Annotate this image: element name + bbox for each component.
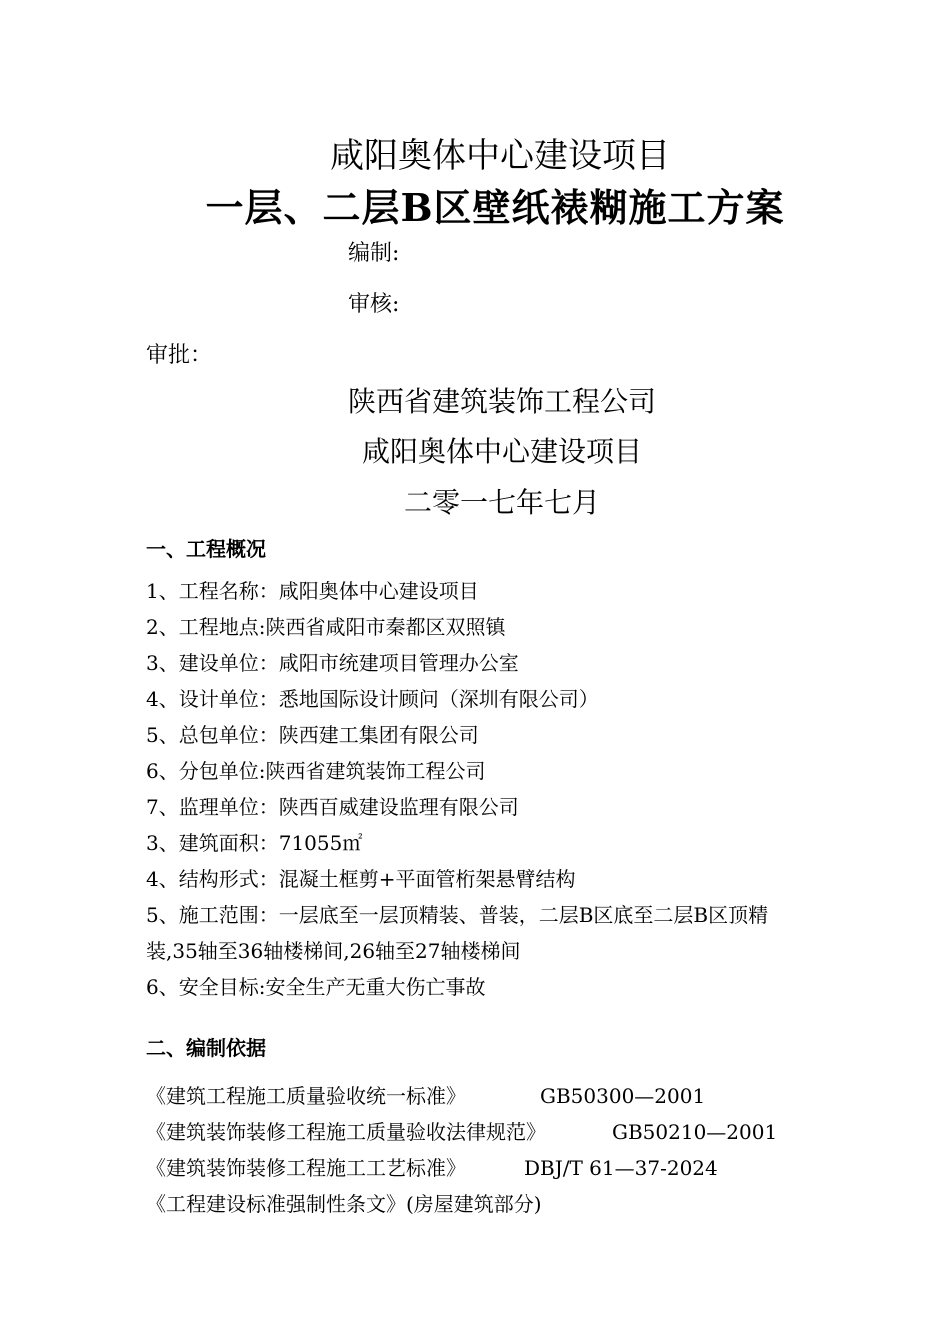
reference-item [146, 1078, 706, 1114]
list-item: 5、施工范围：一层底至一层顶精装、普装，二层B区底至二层B区顶精 [146, 903, 769, 927]
section-heading: 二、编制依据 [146, 1036, 266, 1060]
list-item: 3、建筑面积：71055㎡ [146, 831, 363, 855]
list-item: 6、分包单位:陕西省建筑装饰工程公司 [146, 759, 486, 783]
reference-item [146, 1186, 542, 1222]
reference-name: 《建筑工程施工质量验收统一标准》 [146, 1084, 466, 1108]
reference-name: 《工程建设标准强制性条文》(房屋建筑部分) [146, 1192, 542, 1216]
reference-name: 《建筑装饰装修工程施工工艺标准》 [146, 1156, 466, 1180]
list-item: 2、工程地点:陕西省咸阳市秦都区双照镇 [146, 615, 506, 639]
list-item: 3、建设单位：咸阳市统建项目管理办公室 [146, 651, 519, 675]
approved-by-label: 审批： [146, 343, 213, 368]
list-item: 1、工程名称：咸阳奥体中心建设项目 [146, 579, 479, 603]
reference-item [146, 1114, 778, 1150]
plan-title: 一层、二层B区壁纸裱糊施工方案 [205, 185, 785, 230]
project-title: 咸阳奥体中心建设项目 [330, 136, 670, 176]
list-item: 7、监理单位：陕西百威建设监理有限公司 [146, 795, 519, 819]
section-heading: 一、工程概况 [146, 537, 266, 561]
reference-code: DBJ/T 61—37-2024 [524, 1156, 718, 1180]
reference-code: GB50300—2001 [540, 1084, 706, 1108]
reference-item [146, 1150, 718, 1186]
list-item: 4、结构形式：混凝土框剪+平面管桁架悬臂结构 [146, 867, 576, 891]
list-item: 6、安全目标:安全生产无重大伤亡事故 [146, 975, 486, 999]
company-name: 陕西省建筑装饰工程公司 [347, 385, 656, 418]
list-item: 装,35轴至36轴楼梯间,26轴至27轴楼梯间 [146, 939, 521, 963]
reference-code: GB50210—2001 [612, 1120, 778, 1144]
reviewed-by-label: 审核: [348, 292, 400, 317]
compiled-by-label: 编制: [348, 241, 400, 266]
list-item: 5、总包单位：陕西建工集团有限公司 [146, 723, 479, 747]
list-item: 4、设计单位：悉地国际设计顾问（深圳有限公司） [146, 687, 599, 711]
project-name: 咸阳奥体中心建设项目 [361, 435, 642, 468]
reference-name: 《建筑装饰装修工程施工质量验收法律规范》 [146, 1120, 546, 1144]
document-date: 二零一七年七月 [403, 486, 600, 519]
